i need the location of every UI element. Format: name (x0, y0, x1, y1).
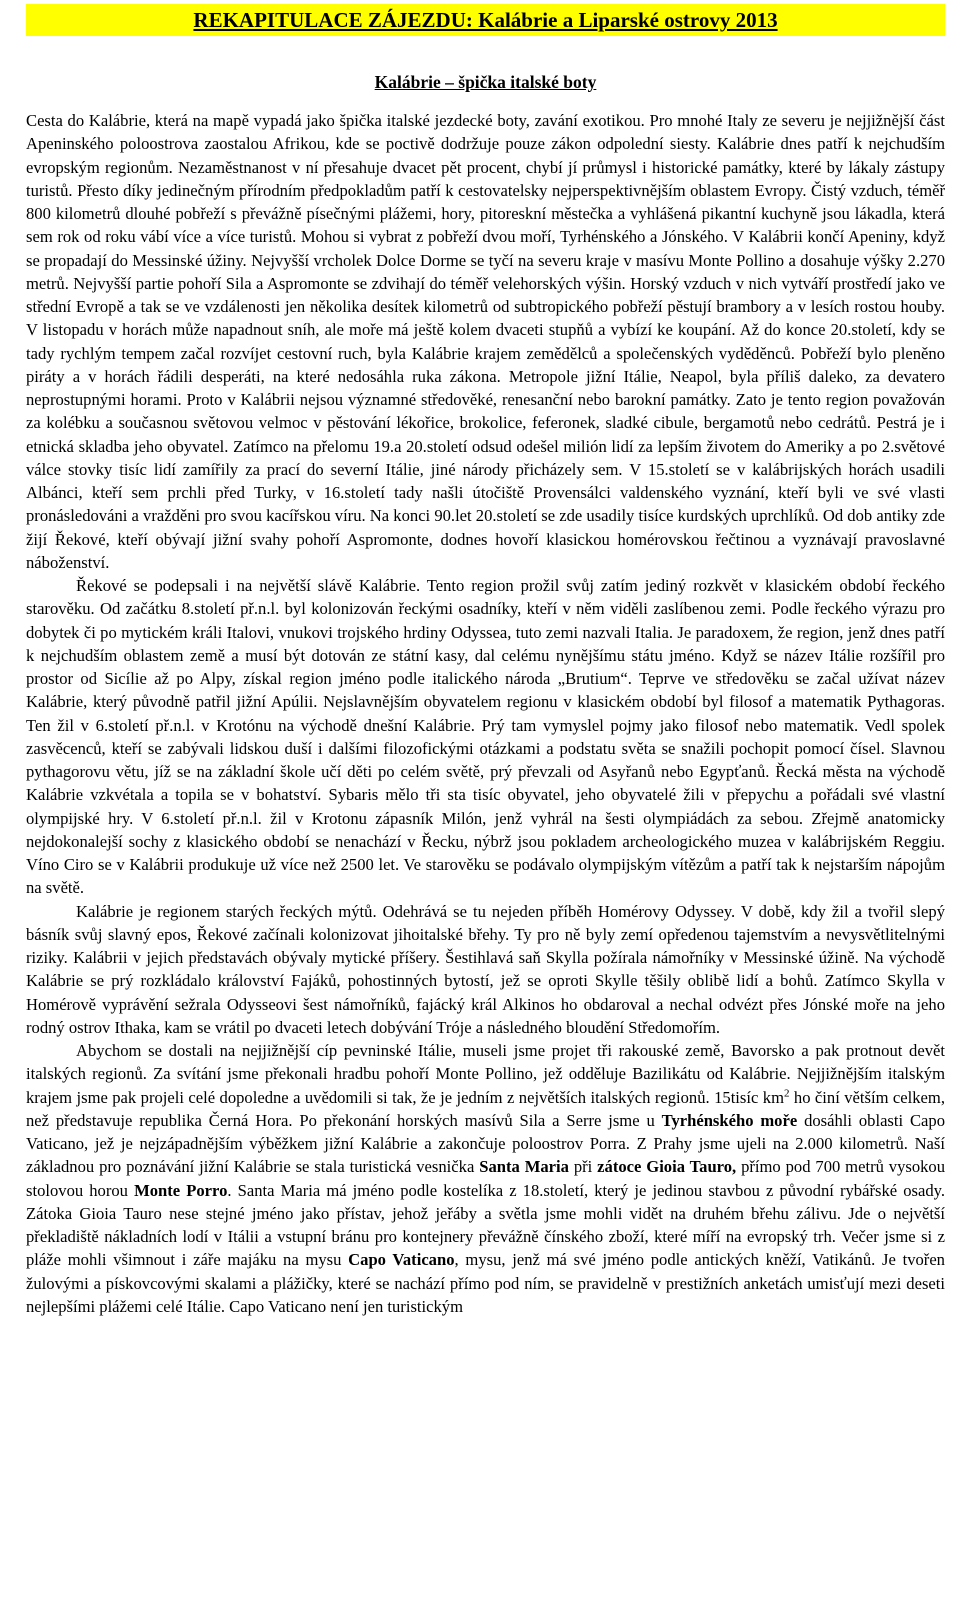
paragraph-4-part-c: dosáhli oblasti Capo Vaticano, jež je nejzápadnějším výběžkem jižní Kalábrie a zakončuje poloostrov Porra. Z Prahy jsme ujeli na 2.000 kilometrů. Naší základnou pro poznávání jižní Kalábrie se stala turistická vesnička (26, 1110, 945, 1177)
bold-tyrhenian-sea: Tyrhénského moře (661, 1110, 798, 1130)
bold-monte-porro: Monte Porro (134, 1180, 228, 1200)
paragraph-2: Řekové se podepsali i na největší slávě Kalábrie. Tento region prožil svůj zatím jediný rozkvět v klasickém období řeckého starověku. Od začátku 8.století př.n.l. byl kolonizován řeckými osadníky, kteří v něm viděli zaslíbenou zemi. Podle řeckého výrazu pro dobytek či po mytickém králi Italovi, vnukovi trojského hrdiny Odyssea, tuto zemi nazvali Italia. Je paradoxem, že region, jenž dnes patří k nejchudším oblastem země a musí být dotován ze státní kasy, dal celému nynějšímu státu jméno. Když se název Itálie rozšířil pro prostor od Sicílie až po Alpy, získal region jméno podle italického národa „Brutium“. Teprve ve středověku se začal užívat název Kalábrie, který původně patřil jižní Apúlii. Nejslavnějším obyvatelem regionu v klasickém období byl filosof a matematik Pythagoras. Ten žil v 6.století př.n.l. v Krotónu na východě dnešní Kalábrie. Prý tam vymyslel pojmy jako filosof nebo matematik. Vedl spolek zasvěcenců, kteří se zabývali lidskou duší i dalšími filozofickými otázkami a podstatu světa se snažili pochopit pomocí čísel. Slavnou pythagorovu větu, jíž se na základní škole učí děti po celém světě, prý převzali od Asyřanů nebo Egypťanů. Řecká města na východě Kalábrie vzkvétala a topila se v bohatství. Sybaris mělo tři sta tisíc obyvatel, jeho obyvatelé žili v přepychu a pořádali své vlastní olympijské hry. V 6.století př.n.l. žil v Krotonu zápasník Milón, jenž vyhrál na šesti olympiádách za sebou. Zřejmě anatomicky nejdokonalejší sochy z klasického období se nenachází v Řecku, nýbrž jsou pokladem archeologického muzea v kalábrijském Reggiu. Víno Ciro se v Kalábrii produkuje už více než 2500 let. Ve starověku se podávalo olympijským vítězům a patří tak k nejstarším nápojům na světě. (26, 576, 945, 898)
paragraph-4-part-d: při (568, 1157, 598, 1177)
paragraph-4 (26, 1039, 945, 1318)
document-page (0, 4, 960, 1620)
bold-capo-vaticano: Capo Vaticano (348, 1250, 455, 1270)
paragraph-4-part-g: , mysu, jenž má své jméno podle antických kněží, Vatikánů. Je tvořen žulovými a pískovcovými skalami a plážičky, které se nachází přímo pod ním, se pravidelně v prestižních anketách umisťují mezi deseti nejlepšími plážemi celé Itálie. Capo Vaticano není jen turistickým (26, 1250, 945, 1316)
paragraph-1: Cesta do Kalábrie, která na mapě vypadá jako špička italské jezdecké boty, zavání exotikou. Pro mnohé Italy ze severu je nejjižnější část Apeninského poloostrova zaostalou Afrikou, kde se poctivě dodržuje pouze zákon odpolední siesty. Kalábrie dnes patří k nejchudším evropským regionům. Nezaměstnanost v ní přesahuje dvacet pět procent, chybí jí průmysl i historické památky, které by lákaly zástupy turistů. Přesto díky jedinečným přírodním předpokladům patří k cestovatelsky nejperspektivnějším oblastem Evropy. Čistý vzduch, téměř 800 kilometrů dlouhé pobřeží s převážně písečnými plážemi, hory, pitoreskní městečka a vyhlášená pikantní kuchyně jsou lákadla, která sem rok od roku vábí více a více turistů. Mohou si vybrat z pobřeží dvou moří, Tyrhénského a Jónského. V Kalábrii končí Apeniny, když se propadají do Messinské úžiny. Nejvyšší vrcholek Dolce Dorme se tyčí na severu kraje v masívu Monte Pollino a dosahuje výšky 2.270 metrů. Nejvyšší partie pohoří Sila a Aspromonte se zdvihají do téměř velehorských výšin. Horský vzduch v nich vytváří prostředí jako ve střední Evropě a tak se ve vzdálenosti jen několika desítek kilometrů od subtropického pobřeží pěstují brambory a v lesích rostou houby. V listopadu v horách může napadnout sníh, ale moře má ještě kolem dvaceti stupňů a vybízí ke koupání. Až do konce 20.století, kdy se tady rychlým tempem začal rozvíjet cestovní ruch, byla Kalábrie krajem zemědělců a společenských vyděděnců. Pobřeží bylo pleněno piráty a v horách řádili desperáti, na které nedosáhla ruka zákona. Metropole jižní Itálie, Neapol, byla příliš daleko, za devatero neprostupnými horami. Proto v Kalábrii nejsou významné středověké, renesanční nebo barokní památky. Zato je tento region považován za kolébku a současnou světovou velmoc v pěstování lékořice, brokolice, feferonek, sladké cibule, bergamotů nebo cedrátů. Pestrá je i etnická skladba jeho obyvatel. Zatímco na přelomu 19.a 20.století odsud odešel milión lidí za lepším životem do Ameriky a po 2.světové válce stovky tisíc lidí zamířily za prací do severní Itálie, jiné národy přicházely sem. V 15.století se v kalábrijských horách usadili Albánci, kteří sem prchli před Turky, v 16.století tady našli útočiště Provensálci valdenského vyznání, kteří byli ve své vlasti pronásledováni a vražděni pro svou kacířskou víru. Na konci 90.let 20.století se zde usadily tisíce kurdských uprchlíků. Od dob antiky zde žijí Řekové, kteří obývají jižní svahy pohoří Aspromonte, dodnes hovoří klasickou homérovskou řečtinou a vyznávají pravoslavné náboženství. (26, 111, 945, 572)
document-title: REKAPITULACE ZÁJEZDU: Kalábrie a Liparské ostrovy 2013 (193, 8, 778, 32)
bold-santa-maria: Santa Maria (479, 1157, 569, 1177)
paragraph-4-part-e: přímo pod 700 metrů vysokou stolovou horou (26, 1157, 946, 1200)
bold-gioia-tauro-bay: zátoce Gioia Tauro, (597, 1157, 737, 1177)
superscript-2: 2 (783, 1086, 790, 1099)
paragraph-3: Kalábrie je regionem starých řeckých mýtů. Odehrává se tu nejeden příběh Homérovy Odyssey. V době, kdy žil a tvořil slepý básník svůj slavný epos, Řekové začínali kolonizovat jihoitalské břehy. Ty pro ně byly zemí opředenou tajemstvím a nevysvětlitelnými riziky. Kalábrii v jejich představách obývaly mytické příšery. Šestihlavá saň Skylla požírala námořníky v Messinské úžině. Na východě Kalábrie se prý rozkládalo království Fajáků, pohostinných bytostí, jež se oproti Skylle těšily oblibě lidí a bohů. Zatímco Skylla v Homérově vyprávění sežrala Odysseovi šest námořníků, fajácký král Alkinos ho obdaroval a nechal odvézt přes Jónské moře na jeho rodný ostrov Ithaka, kam se vrátil po dvaceti letech dobývání Tróje a následného bloudění Středomořím. (26, 901, 945, 1037)
paragraph-4-part-f: . Santa Maria má jméno podle kostelíka z 18.století, který je jedinou stavbou z původní rybářské osady. Zátoka Gioia Tauro nese stejné jméno jako přístav, jehož jeřáby a světla jsme mohli vidět na druhém břehu zálivu. Jde o největší překladiště nákladních lodí v Itálii a vstupní bránu pro kontejnery převážně čínského zboží, které míří na evropský trh. Večer jsme si z pláže mohli všimnout i záře majáku na mysu (26, 1180, 945, 1270)
section-heading: Kalábrie – špička italské boty (374, 72, 597, 92)
paragraph-4-part-b: ho činí větším celkem, než představuje republika Černá Hora. Po překonání horských masívů Sila a Serre jsme u (26, 1087, 945, 1130)
document-title-bar (26, 4, 945, 36)
paragraph-4-part-a: Abychom se dostali na nejjižnější cíp pevninské Itálie, museli jsme projet tři rakouské země, Bavorsko a pak protnout devět italských regionů. Za svítání jsme překonali hradbu pohoří Monte Pollino, jež odděluje Bazilikátu od Kalábrie. Nejjižnějším italským krajem jsme pak projeli celé dopoledne a uvědomili si tak, že je jedním z největších italských regionů. 15tisíc km (26, 1041, 945, 1107)
article-body (26, 109, 945, 1318)
